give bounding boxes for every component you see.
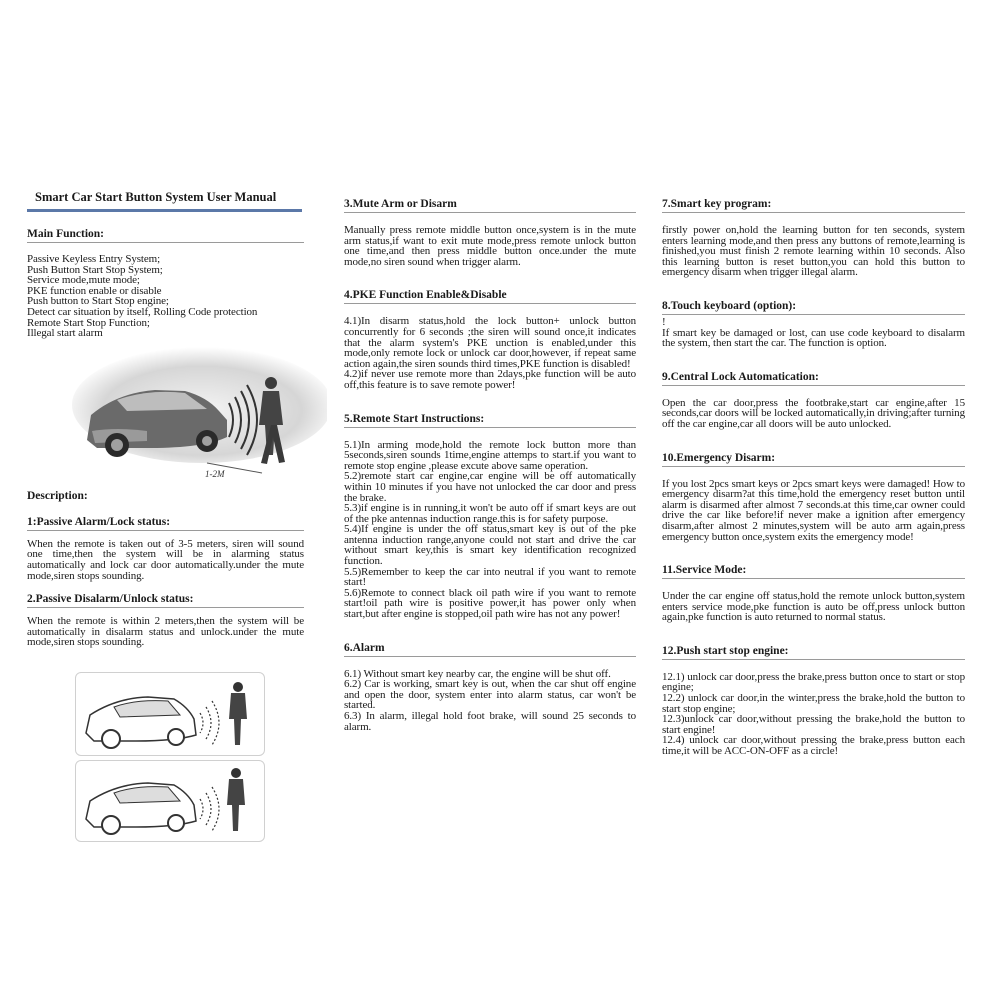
section-7-title: 7.Smart key program: bbox=[662, 198, 965, 213]
section-7 bbox=[662, 198, 965, 278]
section-6 bbox=[344, 642, 636, 733]
section-9 bbox=[662, 371, 965, 430]
main-function-item: Service mode,mute mode; bbox=[27, 274, 140, 287]
section-6-title: 6.Alarm bbox=[344, 642, 636, 657]
section-5-text-3: 5.3)if engine is in running,it won't be auto off if smart keys are out of the pke antennas induction range.this is for safety purpose. bbox=[344, 502, 636, 525]
section-8 bbox=[662, 300, 965, 349]
section-12-text-1: 12.1) unlock car door,press the brake,press button once to start or stop engine; bbox=[662, 670, 965, 694]
column-1 bbox=[27, 190, 304, 842]
car-person-illustration bbox=[57, 345, 327, 480]
section-2-title: 2.Passive Disalarm/Unlock status: bbox=[27, 593, 304, 608]
main-function-list bbox=[27, 254, 304, 339]
section-12-title: 12.Push start stop engine: bbox=[662, 645, 965, 660]
main-function-item: Detect car situation by itself, Rolling Code protection bbox=[27, 305, 258, 318]
section-4 bbox=[344, 289, 636, 390]
section-8-mark: ! bbox=[662, 315, 666, 328]
section-6-text-1: 6.1) Without smart key nearby car, the engine will be shut off. bbox=[344, 667, 611, 680]
section-5-text-5: 5.5)Remember to keep the car into neutral if you want to remote start! bbox=[344, 565, 636, 589]
section-3-title: 3.Mute Arm or Disarm bbox=[344, 198, 636, 213]
section-4-text-2: 4.2)if never use remote more than 2days,pke function will be auto off,this feature is to save remote power! bbox=[344, 368, 636, 391]
main-function-item: PKE function enable or disable bbox=[27, 284, 162, 297]
column-3 bbox=[662, 198, 965, 779]
car-sensor-icon-bottom bbox=[76, 761, 264, 841]
title-rule bbox=[27, 209, 302, 212]
section-5-text-1: 5.1)In arming mode,hold the remote lock button more than 5seconds,siren sounds 1time,engine attemps to start.if you want to remote stop engine ,please excute above same operation. bbox=[344, 438, 636, 472]
column-2 bbox=[344, 198, 636, 754]
main-function-item: Push button to Start Stop engine; bbox=[27, 295, 169, 308]
section-11-text: Under the car engine off status,hold the remote unlock button,system enters service mode,pke function is auto be off,press unlock button again,pke function is auto returned to normal status. bbox=[662, 590, 965, 624]
section-12-text-4: 12.4) unlock car door,without pressing the brake,press button each time,it will be ACC-ON-OFF as a circle! bbox=[662, 734, 965, 758]
section-4-text-1: 4.1)In disarm status,hold the lock button+ unlock button concurrently for 6 seconds ;the siren will sound once,it indicates that the alarm system's PKE unction is enabled,under this mode,only remote lock or unlock car door,however, if repeat same action again,the siren sounds third times,PKE function is disabled! bbox=[344, 315, 636, 370]
section-1-title: 1:Passive Alarm/Lock status: bbox=[27, 516, 304, 531]
section-1-text: When the remote is taken out of 3-5 meters, siren will sound one time,then the system will be in alarming status automatically and lock car door automatically.under the mute mode,siren stops sounding. bbox=[27, 537, 304, 582]
section-3 bbox=[344, 198, 636, 267]
main-function-item: Remote Start Stop Function; bbox=[27, 316, 150, 329]
section-12-text-2: 12.2) unlock car door,in the winter,press the brake,hold the button to start stop engine; bbox=[662, 692, 965, 715]
section-3-text: Manually press remote middle button once,system is in the mute arm status,if want to exit mute mode,press remote unlock button one time,and then press middle button once.under the mute mode,no siren sound when trigger alarm. bbox=[344, 224, 636, 268]
section-5-title: 5.Remote Start Instructions: bbox=[344, 413, 636, 428]
section-5-text-6: 5.6)Remote to connect black oil path wire if you want to remote start!oil path wire is positive power,it has power only when start,but after engine is stopped,oil path wire has not any power! bbox=[344, 586, 636, 621]
section-12-text-3: 12.3)unlock car door,without pressing the brake,hold the button to start engine! bbox=[662, 713, 965, 736]
main-function-item: Passive Keyless Entry System; bbox=[27, 253, 161, 265]
car-illustration-top bbox=[75, 672, 265, 756]
car-illustration-bottom bbox=[75, 760, 265, 842]
section-4-title: 4.PKE Function Enable&Disable bbox=[344, 289, 636, 304]
section-11-title: 11.Service Mode: bbox=[662, 564, 965, 579]
section-2-text: When the remote is within 2 meters,then the system will be automatically in disalarm status and unlock.under the mute mode,siren stops sounding. bbox=[27, 615, 304, 649]
distance-label: 1-2M bbox=[205, 468, 225, 479]
section-9-text: Open the car door,press the footbrake,start car engine,after 15 seconds,car doors will be locked automatically,in driving;after turning off the car engine,car all doors will be auto unlocked. bbox=[662, 396, 965, 430]
section-10-title: 10.Emergency Disarm: bbox=[662, 452, 965, 467]
section-10 bbox=[662, 452, 965, 543]
section-6-text-3: 6.3) In alarm, illegal hold foot brake, will sound 25 seconds to alarm. bbox=[344, 710, 636, 733]
section-5-text-2: 5.2)remote start car engine,car engine will be off automatically within 10 minutes if you have not unlocked the car door and press the brake. bbox=[344, 470, 636, 504]
section-5-text-4: 5.4)If engine is under the off status,smart key is out of the pke antenna induction range,anyone could not start and drive the car without smart key,this is smart key identification recognized function. bbox=[344, 523, 636, 568]
section-5 bbox=[344, 413, 636, 620]
section-9-title: 9.Central Lock Automatication: bbox=[662, 371, 965, 386]
main-function-item: Illegal start alarm bbox=[27, 327, 103, 340]
manual-title: Smart Car Start Button System User Manual bbox=[35, 190, 277, 204]
section-12 bbox=[662, 645, 965, 757]
section-6-text-2: 6.2) Car is working, smart key is out, when the car shut off engine and open the door, system enter into alarm status, car won't be started. bbox=[344, 678, 636, 712]
section-8-text: If smart key be damaged or lost, can use code keyboard to disalarm the system, then start the car. The function is option. bbox=[662, 326, 965, 350]
section-7-text: firstly power on,hold the learning button for ten seconds, system enters learning mode,and then press any buttons of remote,learning is finished,you must finish 2 remote learning within 10 seconds. Also this learning button is reset button,you can hold this button to emergency disarm when trigger illegal alarm. bbox=[662, 224, 965, 279]
main-function-item: Push Button Start Stop System; bbox=[27, 263, 163, 276]
car-wave-illustration bbox=[57, 345, 327, 480]
main-function-heading: Main Function: bbox=[27, 228, 304, 243]
section-8-title: 8.Touch keyboard (option): bbox=[662, 300, 965, 315]
section-11 bbox=[662, 564, 965, 623]
car-sensor-icon-top bbox=[76, 673, 264, 755]
description-heading: Description: bbox=[27, 489, 88, 502]
section-10-text: If you lost 2pcs smart keys or 2pcs smart keys were damaged! How to emergency disarm?at this time,hold the emergency reset button until alarm is disarmed after almost 7 seconds.at this time,car owner could drive the car like before!if never make a ignition after emergency disarm,after almost 2 minutes,system will be auto arm again,press emergency button once,system exits the emergency mode! bbox=[662, 477, 965, 543]
